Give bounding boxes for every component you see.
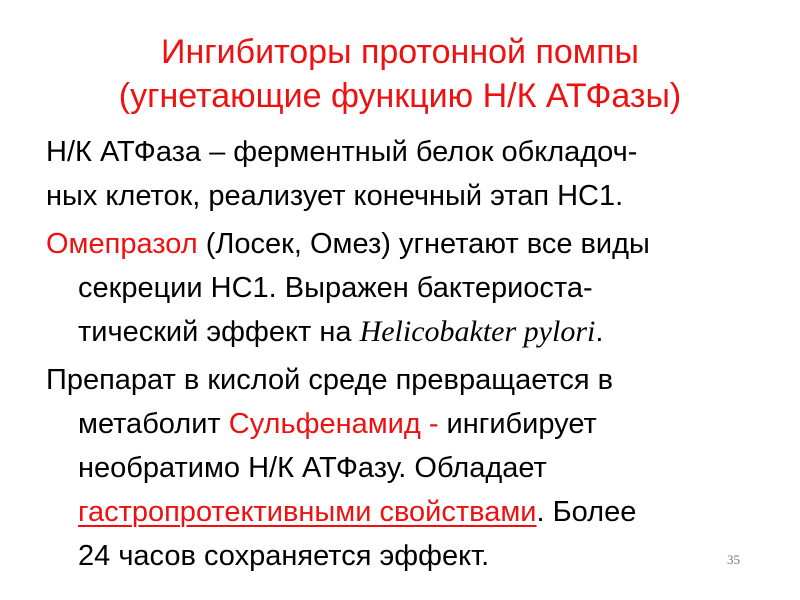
drug-name-omeprazole: Омепразол [46, 228, 198, 260]
organism-name: Helicobakter pylori [359, 315, 596, 348]
paragraph-omeprazole-line-3 [46, 310, 766, 354]
paragraph-atpase-line-1: Н/К АТФаза – ферментный белок обкладоч- [46, 136, 638, 168]
paragraph-metabolite-line-3: необратимо Н/К АТФазу. Обладает [78, 452, 547, 484]
paragraph-atpase [46, 130, 766, 218]
slide-title [40, 30, 760, 118]
paragraph-metabolite-line-5: 24 часов сохраняется эффект. [78, 540, 490, 572]
effect-text: тический эффект на [78, 316, 360, 348]
sentence-end: . [595, 316, 604, 348]
gastroprotective-properties: гастропротективными свойствами [78, 496, 537, 528]
paragraph-atpase-line-2: ных клеток, реализует конечный этап НС1. [46, 180, 624, 212]
metabolite-name: Сульфенамид - [228, 408, 439, 440]
drug-brands-text: (Лосек, Омез) угнетают все виды [197, 228, 650, 260]
paragraph-metabolite-line-1: Препарат в кислой среде превращается в [46, 364, 614, 396]
metabolite-intro: метаболит [78, 408, 229, 440]
inhibits-text: ингибирует [438, 408, 597, 440]
slide-title-line-2: (угнетающие функцию Н/К АТФазы) [118, 77, 682, 115]
more-text: . Более [536, 496, 637, 528]
paragraph-omeprazole-line-2: секреции НС1. Выражен бактериоста- [78, 272, 593, 304]
paragraph-omeprazole [46, 222, 766, 354]
slide-body [46, 130, 766, 578]
page-number: 35 [727, 552, 740, 567]
paragraph-metabolite-line-4 [46, 490, 766, 534]
paragraph-metabolite-line-2 [46, 402, 766, 446]
paragraph-omeprazole-line-1 [46, 222, 766, 266]
slide-title-line-1: Ингибиторы протонной помпы [161, 33, 639, 71]
paragraph-metabolite [46, 358, 766, 578]
